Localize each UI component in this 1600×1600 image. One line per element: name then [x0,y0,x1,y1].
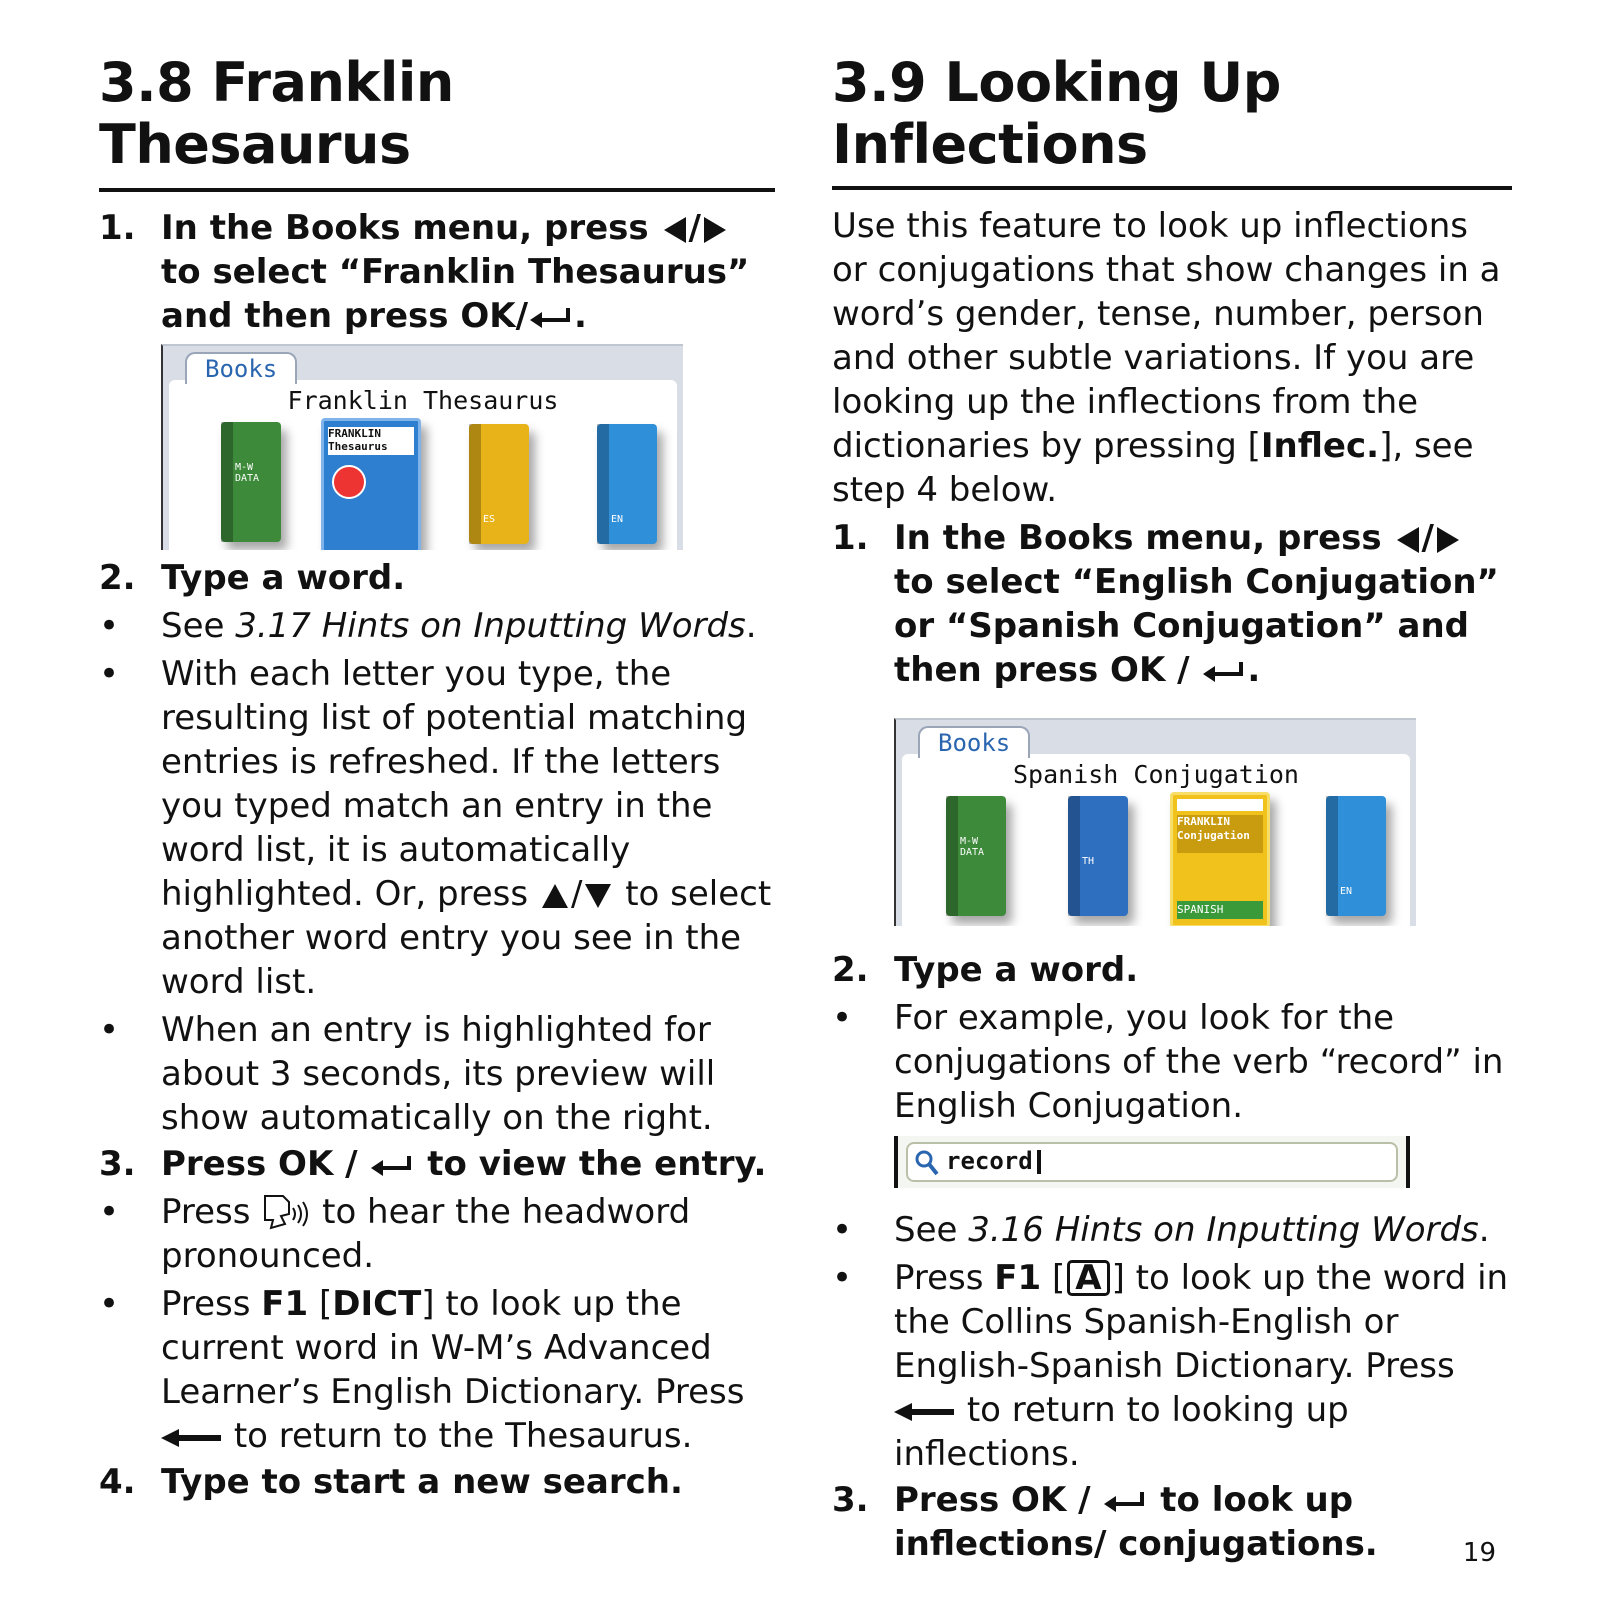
bullet-text: ] to look up the word in the Collins Spanish-English or English-Spanish Dictionary. Press [894,1258,1509,1386]
bullet-text: Press [161,1192,251,1232]
step-text: Type a word. [161,558,406,598]
speaker-icon [261,1194,311,1234]
step-3 [99,1142,775,1186]
bullet-text: See [161,606,236,646]
section-heading [832,52,1512,190]
bullet-text: . [1478,1210,1490,1250]
step-text: to look up inflections/ conjugations. [894,1480,1378,1564]
heading-line: 3.9 Looking Up [832,51,1281,114]
step-number: 2. [99,558,136,598]
separator: / [688,208,701,248]
book-franklin-thesaurus: FRANKLIN Thesaurus [321,418,421,550]
bullet-text: Press [894,1258,995,1298]
book-english-conjugation: EN [597,424,657,544]
step-3 [832,1478,1512,1566]
bullet-text: to return to the Thesaurus. [233,1416,693,1456]
step-number: 1. [832,518,869,558]
bullet-text: to select another word entry you see in the word list. [161,874,772,1002]
step-text: to view the entry. [427,1144,767,1184]
book-spanish-conjugation: FRANKLIN Conjugation SPANISH [1170,792,1270,926]
bullet-preview [99,1008,775,1140]
step-4 [99,1460,775,1504]
bullet-collins [832,1256,1512,1476]
separator: / [570,874,583,914]
separator: / [1421,518,1434,558]
bullet-text: [ [1041,1258,1066,1298]
bullet-marker: • [99,1192,120,1232]
bullet-marker: • [832,998,853,1038]
back-arrow-icon [894,1401,956,1423]
books-tab: Books [918,726,1030,758]
step-text: Type to start a new search. [161,1462,683,1502]
search-field-screenshot [894,1136,1410,1188]
step-2 [99,556,775,600]
step-text: Press OK / [161,1144,358,1184]
section-franklin-thesaurus [99,52,775,1504]
paragraph-text: Use this feature to look up inflections or conjugations that show changes in a word’s gender, tense, number, person and other subtle variations. If you are looking up the inflections from the dictionaries by pressing [ [832,206,1501,466]
bullet-text: to return to looking up inflections. [894,1390,1349,1474]
bullet-text: ] to look up the current word in W-M’s Advanced Learner’s English Dictionary. Press [161,1284,745,1412]
right-arrow-icon [704,217,726,243]
selected-book-title: Spanish Conjugation [1013,760,1299,789]
step-text: to select “Franklin Thesaurus” and then press OK/ [161,252,750,336]
bullet-marker: • [99,1284,120,1324]
bullet-marker: • [99,606,120,646]
step-number: 1. [99,208,136,248]
step-text: to select “English Conjugation” or “Spanish Conjugation” and then press OK / [894,562,1499,690]
intro-paragraph [832,204,1512,512]
step-text: In the Books menu, press [894,518,1382,558]
text-cursor [1037,1150,1041,1174]
bullet-text: See [894,1210,969,1250]
bullet-marker: • [99,1010,120,1050]
books-menu-screenshot [161,344,683,550]
step-number: 2. [832,950,869,990]
books-menu-screenshot [894,718,1416,926]
books-tab: Books [185,352,297,384]
bullet-example [832,996,1512,1128]
book-spanish-conjugation: ES [469,424,529,544]
bullet-typing [99,652,775,1004]
back-arrow-icon [161,1427,223,1449]
section-looking-up-inflections [832,52,1512,1566]
key-a-icon: A [1067,1260,1109,1296]
key-dict: DICT [332,1284,422,1324]
bullet-text: With each letter you type, the resulting list of potential matching entries is refreshed. If the letters you typed match an entry in the word list, it is automatically highlighted. Or, press [161,654,748,914]
enter-icon [528,306,574,330]
bullet-text: [ [308,1284,333,1324]
left-arrow-icon [1397,527,1419,553]
step-text: Type a word. [894,950,1139,990]
selected-book-title: Franklin Thesaurus [287,386,559,415]
cross-reference: 3.17 Hints on Inputting Words [235,606,746,646]
step-number: 3. [832,1480,869,1520]
search-input-value: record [946,1147,1033,1175]
step-1 [832,516,1512,692]
key-inflec: Inflec. [1260,426,1380,466]
step-text: . [574,296,587,336]
bullet-dictionary [99,1282,775,1458]
right-arrow-icon [1437,527,1459,553]
bullet-text: Press [161,1284,262,1324]
step-1 [99,206,775,338]
search-icon [914,1149,940,1177]
bullet-text: When an entry is highlighted for about 3 seconds, its preview will show automatically on the right. [161,1010,716,1138]
step-2 [832,948,1512,992]
section-heading: 3.8 Franklin Thesaurus [99,52,775,192]
enter-icon [369,1154,415,1178]
bullet-text: . [745,606,757,646]
bullet-text: to hear the headword pronounced. [161,1192,691,1276]
bullet-marker: • [99,654,120,694]
down-arrow-icon [585,884,611,908]
key-f1: F1 [261,1284,309,1324]
heading-line: Inflections [832,113,1148,176]
book-merriam-webster: M-W DATA [946,796,1006,916]
bullet-hints [832,1208,1512,1252]
step-number: 3. [99,1144,136,1184]
bullet-marker: • [832,1258,853,1298]
key-f1: F1 [994,1258,1042,1298]
book-franklin-thesaurus: TH [1068,796,1128,916]
step-number: 4. [99,1462,136,1502]
paragraph-text: ], see step 4 below. [832,426,1474,510]
bullet-text: For example, you look for the conjugations of the verb “record” in English Conjugation. [894,998,1504,1126]
step-text: . [1247,650,1261,690]
up-arrow-icon [542,884,568,908]
step-text: In the Books menu, press [161,208,649,248]
page-number: 19 [1462,1538,1496,1568]
bullet-hints [99,604,775,648]
bullet-pronounce [99,1190,775,1278]
book-merriam-webster: M-W DATA [221,422,281,542]
left-arrow-icon [664,217,686,243]
cross-reference: 3.16 Hints on Inputting Words [968,1210,1479,1250]
step-text: Press OK / [894,1480,1091,1520]
enter-icon [1201,660,1247,684]
book-english-conjugation: EN [1326,796,1386,916]
enter-icon [1102,1490,1148,1514]
bullet-marker: • [832,1210,853,1250]
